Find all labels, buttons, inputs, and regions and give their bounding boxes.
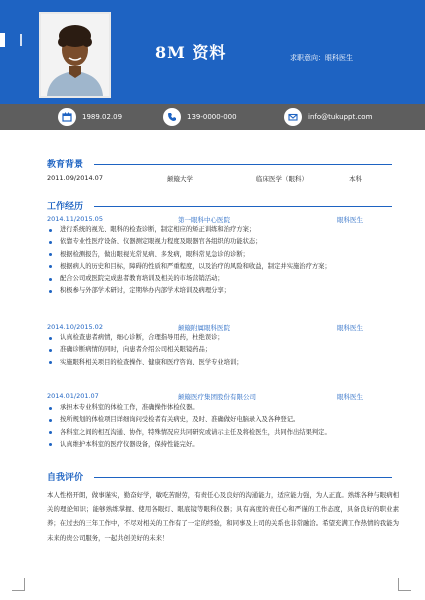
list-item: 依靠专业性医疗设备、仪器测定眼视力程度及眼器官各组织的功能状态； (47, 236, 399, 248)
crop-mark (12, 578, 25, 591)
evaluation-divider (94, 477, 392, 478)
divider (20, 34, 22, 46)
phone-item (163, 108, 237, 126)
contact-bar (0, 104, 425, 130)
job-company: 颠簸附属眼科医院 (178, 324, 230, 332)
list-item: 配合公司或医院完成患者教育培训及相关的市场营销活动； (47, 273, 399, 285)
job-duties-list (47, 332, 399, 369)
phone-number: 139-0000-000 (187, 113, 237, 121)
list-item: 根据病人的历史和目标，障碍的性质和严重程度，以及治疗的风险和收益，制定并实施治疗方案； (47, 261, 399, 273)
phone-icon (163, 108, 181, 126)
job-period: 2014.01/201.07 (47, 392, 99, 400)
list-item: 认真检查患者病情，细心诊断，合理指导用药，杜绝误诊； (47, 332, 399, 344)
work-divider (94, 206, 392, 207)
education-heading: 教育背景 (47, 160, 84, 170)
evaluation-heading: 自我评价 (47, 473, 84, 483)
education-major: 临床医学（眼科） (256, 175, 308, 183)
list-item: 根据检测报告，做出眼视光常见病、多发病，眼科常见急诊的诊断； (47, 249, 399, 261)
page-grip-handle[interactable] (0, 33, 5, 47)
job-period: 2014.11/2015.05 (47, 215, 103, 223)
list-item: 认真维护本科室的医疗仪器设备，保持性能完好。 (47, 439, 399, 451)
work-heading: 工作经历 (47, 202, 84, 212)
education-school: 颠簸大学 (167, 175, 193, 183)
job-intent: 求职意向：眼科医生 (290, 54, 353, 62)
birth-item (58, 108, 122, 126)
job-period: 2014.10/2015.02 (47, 323, 103, 331)
evaluation-text: 本人性格开朗，做事谨实，勤奋好学，敏吃苦耐劳，有责任心及良好的沟通能力，适应能力强，为人正直。熟练各种与眼病相关的理论知识；能够熟练掌握、使用各眼灯、眼底镜等眼科仪器；具有高度的责任心和严谨的工作态度，具备良好的职业素养；在过去的三年工作中，不尽对相关的工作有了一定的经验，和同事及上司的关系也非常融洽。希望充满工作热情的我能为未来的贵公司服务，一起共创美好的未来！ (47, 491, 399, 542)
list-item: 按所规划的体检项目详细询问受检者有关病史，及时、准确做好电脑录入及各种登记。 (47, 414, 399, 426)
profile-photo (39, 12, 111, 98)
email-item (284, 108, 372, 126)
list-item: 进行系统的视光、眼科的检查诊断，制定相应的矫正训练和治疗方案； (47, 224, 399, 236)
list-item: 积极参与外部学术研讨，定期举办内部学术培训及病理分享； (47, 285, 399, 297)
mail-icon (284, 108, 302, 126)
job-company: 第一眼科中心医院 (178, 216, 230, 224)
list-item: 承担本专业科室的体检工作，准确操作体检仪器。 (47, 402, 399, 414)
calendar-icon (58, 108, 76, 126)
page-title: 8M 资料 (155, 43, 227, 62)
crop-mark (398, 578, 411, 591)
birth-date: 1989.02.09 (82, 113, 123, 121)
job-company: 颠簸医疗集团股份有限公司 (178, 393, 256, 401)
job-position: 眼科医生 (337, 216, 363, 224)
job-duties-list (47, 224, 399, 298)
list-item: 实施眼科相关项目的检查操作、健康和医疗咨询、医学专业培训； (47, 357, 399, 369)
education-divider (94, 164, 392, 165)
list-item: 各科室之间的相互沟通、协作，特殊情况应共同研究或请示主任及将检医生，共同作出结果判定。 (47, 427, 399, 439)
email-address[interactable]: info@tukuppt.com (308, 113, 373, 121)
education-period: 2011.09/2014.07 (47, 174, 103, 182)
education-degree: 本科 (349, 175, 362, 183)
job-position: 眼科医生 (337, 324, 363, 332)
job-position: 眼科医生 (337, 393, 363, 401)
job-duties-list (47, 402, 399, 451)
list-item: 准确诊断病情的同时，向患者介绍公司相关眼镜药品； (47, 344, 399, 356)
header-banner (0, 0, 425, 104)
